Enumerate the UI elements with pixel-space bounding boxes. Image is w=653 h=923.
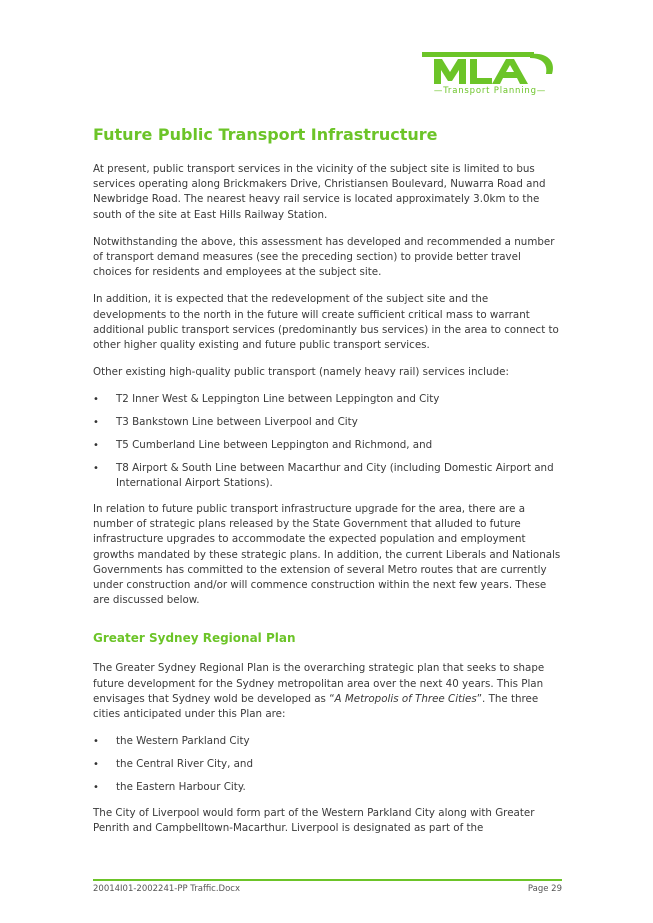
list-item: • T8 Airport & South Line between Macarthur and City (including Domestic Airport and International Airport Stations).	[93, 461, 561, 491]
list-item: • the Central River City, and	[93, 757, 561, 772]
paragraph-demand-measures: Notwithstanding the above, this assessment has developed and recommended a number of transport demand measures (see the preceding section) to provide better travel choices for residents and employees at the subject site.	[93, 235, 555, 279]
regional-plan-quote: A Metropolis of Three Cities	[334, 692, 477, 705]
regional-plan-text: The Greater Sydney Regional Plan is the overarching strategic plan that seeks to shape future development for the Sydney metropolitan area over the next 40 years. This Plan envisages that Sydney wold be developed as “	[93, 662, 545, 705]
paragraph-critical-mass: In addition, it is expected that the redevelopment of the subject site and the developments to the north in the future will create sufficient critical mass to warrant additional public transport services (predominantly bus services) in the area to connect to other higher quality existing and future public transport services.	[93, 293, 559, 352]
subsection-title: Greater Sydney Regional Plan	[93, 631, 296, 646]
mla-logo-mark	[420, 50, 560, 86]
paragraph-strategic-plans: In relation to future public transport infrastructure upgrade for the area, there are a number of strategic plans released by the State Government that alluded to future infrastructure upgrades to accommodate the expected population and employment growths mandated by these strategic plans. In addition, the current Liberals and Nationals Governments has committed to the extension of several Metro routes that are currently under construction and/or will commence construction within the next few years. These are discussed below.	[93, 502, 561, 607]
list-item: • the Eastern Harbour City.	[93, 780, 561, 795]
regional-plan-text-end: ”. The three cities anticipated under this Plan are:	[93, 692, 539, 720]
document-reference: 20014I01-2002241-PP Traffic.Docx	[93, 884, 240, 894]
list-item: • T2 Inner West & Leppington Line between Leppington and City	[93, 392, 561, 407]
list-item: • the Western Parkland City	[93, 734, 561, 749]
section-title: Future Public Transport Infrastructure	[93, 125, 438, 144]
rail-line-list	[93, 392, 561, 491]
paragraph-rail-intro: Other existing high-quality public transport (namely heavy rail) services include:	[93, 366, 509, 379]
mla-logo	[420, 50, 560, 102]
paragraph-liverpool: The City of Liverpool would form part of the Western Parkland City along with Greater Penrith and Campbelltown-Macarthur. Liverpool is designated as part of the	[93, 806, 535, 834]
list-item: • T5 Cumberland Line between Leppington and Richmond, and	[93, 438, 561, 453]
logo-tagline: —Transport Planning—	[433, 86, 547, 96]
paragraph-regional-plan	[93, 661, 561, 722]
paragraph-current-services: At present, public transport services in the vicinity of the subject site is limited to bus services operating along Brickmakers Drive, Christiansen Boulevard, Nuwarra Road and Newbridge Road. The nearest heavy rail service is located approximately 3.0km to the south of the site at East Hills Railway Station.	[93, 163, 546, 221]
cities-list	[93, 734, 561, 795]
page-number: Page 29	[527, 884, 562, 894]
footer-divider	[93, 879, 562, 881]
list-item: • T3 Bankstown Line between Liverpool and City	[93, 415, 561, 430]
page-content	[93, 124, 561, 848]
